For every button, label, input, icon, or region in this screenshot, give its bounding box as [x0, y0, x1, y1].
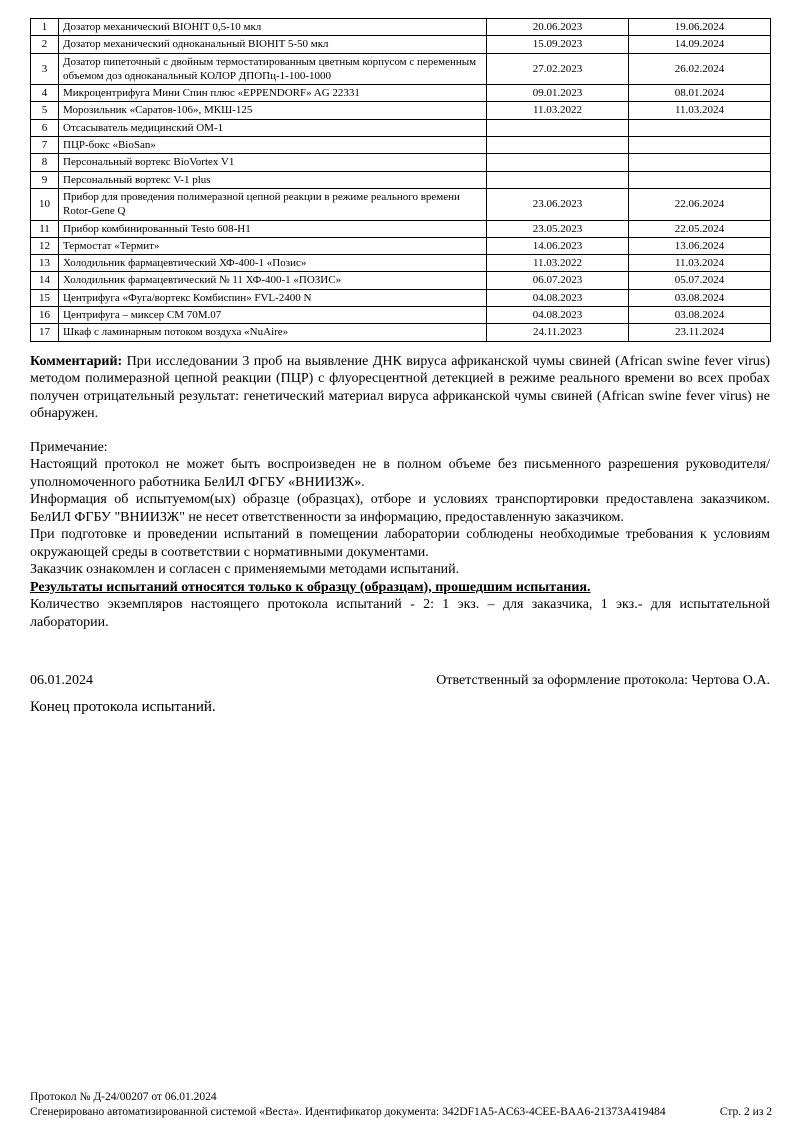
- table-row: [31, 53, 771, 85]
- verification-date-cell: 09.01.2023: [487, 85, 629, 102]
- table-row: [31, 119, 771, 136]
- note-environment: При подготовке и проведении испытаний в помещении лаборатории соблюдены необходимые требования к условиям окружающей среды в соответствии с нормативными документами.: [30, 527, 770, 560]
- table-row: [31, 289, 771, 306]
- row-number-cell: 8: [31, 154, 59, 171]
- valid-until-date-cell: 11.03.2024: [629, 255, 771, 272]
- table-row: [31, 154, 771, 171]
- verification-date-cell: 23.05.2023: [487, 220, 629, 237]
- row-number-cell: 5: [31, 102, 59, 119]
- row-number-cell: 4: [31, 85, 59, 102]
- valid-until-date-cell: 03.08.2024: [629, 289, 771, 306]
- table-row: [31, 19, 771, 36]
- verification-date-cell: 04.08.2023: [487, 289, 629, 306]
- table-row: [31, 237, 771, 254]
- verification-date-cell: 27.02.2023: [487, 53, 629, 85]
- document-content: [30, 18, 770, 716]
- verification-date-cell: [487, 119, 629, 136]
- table-row: [31, 307, 771, 324]
- verification-date-cell: [487, 154, 629, 171]
- valid-until-date-cell: 26.02.2024: [629, 53, 771, 85]
- notes-heading: Примечание:: [30, 439, 108, 455]
- row-number-cell: 15: [31, 289, 59, 306]
- row-number-cell: 7: [31, 137, 59, 154]
- row-number-cell: 11: [31, 220, 59, 237]
- footer-second-row: [30, 1105, 772, 1120]
- row-number-cell: 3: [31, 53, 59, 85]
- verification-date-cell: 06.07.2023: [487, 272, 629, 289]
- verification-date-cell: 11.03.2022: [487, 255, 629, 272]
- signoff-responsible: Ответственный за оформление протокола: Чертова О.А.: [436, 673, 770, 689]
- table-row: [31, 272, 771, 289]
- row-number-cell: 13: [31, 255, 59, 272]
- valid-until-date-cell: 08.01.2024: [629, 85, 771, 102]
- verification-date-cell: 15.09.2023: [487, 36, 629, 53]
- footer-page-number: Стр. 2 из 2: [719, 1106, 772, 1119]
- verification-date-cell: 24.11.2023: [487, 324, 629, 341]
- end-of-protocol: Конец протокола испытаний.: [30, 699, 216, 716]
- equipment-name-cell: Шкаф с ламинарным потоком воздуха «NuAire»: [59, 324, 487, 341]
- commentary-text: При исследовании 3 проб на выявление ДНК вируса африканской чумы свиней (African swine fever virus) методом полимеразной цепной реакции (ПЦР) с флуоресцентной детекцией в режиме реального времени во всех пробах получен отрицательный результат: генетический материал вируса африканской чумы свиней (African swine fever virus) не обнаружен.: [30, 353, 771, 422]
- footer-generated-by: Сгенерировано автоматизированной системой «Веста». Идентификатор документа: 342DF1A5-AC63-4CEE-BAA6-21373A419484: [30, 1106, 666, 1119]
- equipment-name-cell: Центрифуга «Фуга/вортекс Комбиспин» FVL-2400 N: [59, 289, 487, 306]
- valid-until-date-cell: [629, 119, 771, 136]
- commentary-paragraph: [30, 353, 770, 423]
- valid-until-date-cell: 22.06.2024: [629, 188, 771, 220]
- note-sample-info: Информация об испытуемом(ых) образце (образцах), отборе и условиях транспортировки предоставлена заказчиком. БелИЛ ФГБУ "ВНИИЗЖ" не несет ответственности за информацию, предоставленную заказчиком.: [30, 492, 770, 525]
- note-copies: Количество экземпляров настоящего протокола испытаний - 2: 1 экз. – для заказчика, 1 экз.- для испытательной лаборатории.: [30, 597, 770, 630]
- note-customer-agreement: Заказчик ознакомлен и согласен с применяемыми методами испытаний.: [30, 562, 460, 578]
- row-number-cell: 2: [31, 36, 59, 53]
- row-number-cell: 9: [31, 171, 59, 188]
- equipment-name-cell: Дозатор механический одноканальный BIOHIT 5-50 мкл: [59, 36, 487, 53]
- table-row: [31, 102, 771, 119]
- equipment-name-cell: Холодильник фармацевтический № 11 ХФ-400-1 «ПОЗИС»: [59, 272, 487, 289]
- table-row: [31, 36, 771, 53]
- footer-protocol-number: Протокол № Д-24/00207 от 06.01.2024: [30, 1091, 217, 1104]
- equipment-name-cell: Отсасыватель медицинский ОМ-1: [59, 119, 487, 136]
- valid-until-date-cell: [629, 154, 771, 171]
- verification-date-cell: 04.08.2023: [487, 307, 629, 324]
- commentary-label: Комментарий:: [30, 353, 123, 369]
- equipment-name-cell: Дозатор пипеточный с двойным термостатированным цветным корпусом с переменным объемом доз одноканальный КОЛОР ДПОПц-1-100-1000: [59, 53, 487, 85]
- equipment-name-cell: Термостат «Термит»: [59, 237, 487, 254]
- row-number-cell: 14: [31, 272, 59, 289]
- note-reproduction: Настоящий протокол не может быть воспроизведен не в полном объеме без письменного разрешения руководителя/уполномоченного работника БелИЛ ФГБУ «ВНИИЗЖ».: [30, 457, 770, 490]
- equipment-name-cell: Холодильник фармацевтический ХФ-400-1 «Позис»: [59, 255, 487, 272]
- table-row: [31, 220, 771, 237]
- verification-date-cell: 20.06.2023: [487, 19, 629, 36]
- verification-date-cell: [487, 171, 629, 188]
- equipment-name-cell: Дозатор механический BIOHIT 0,5-10 мкл: [59, 19, 487, 36]
- equipment-name-cell: Прибор для проведения полимеразной цепной реакции в режиме реального времени Rotor-Gene Q: [59, 188, 487, 220]
- valid-until-date-cell: 14.09.2024: [629, 36, 771, 53]
- valid-until-date-cell: 03.08.2024: [629, 307, 771, 324]
- table-row: [31, 137, 771, 154]
- table-row: [31, 255, 771, 272]
- row-number-cell: 1: [31, 19, 59, 36]
- valid-until-date-cell: 13.06.2024: [629, 237, 771, 254]
- note-results-scope: Результаты испытаний относятся только к образцу (образцам), прошедшим испытания.: [30, 579, 591, 595]
- valid-until-date-cell: 22.05.2024: [629, 220, 771, 237]
- table-row: [31, 188, 771, 220]
- equipment-name-cell: ПЦР-бокс «BioSan»: [59, 137, 487, 154]
- equipment-table-body: [31, 19, 771, 342]
- equipment-name-cell: Микроцентрифуга Мини Спин плюс «EPPENDORF» AG 22331: [59, 85, 487, 102]
- valid-until-date-cell: 11.03.2024: [629, 102, 771, 119]
- signoff-row: [30, 673, 770, 689]
- valid-until-date-cell: 19.06.2024: [629, 19, 771, 36]
- equipment-name-cell: Центрифуга – миксер СМ 70М.07: [59, 307, 487, 324]
- valid-until-date-cell: [629, 171, 771, 188]
- row-number-cell: 6: [31, 119, 59, 136]
- row-number-cell: 10: [31, 188, 59, 220]
- table-row: [31, 324, 771, 341]
- verification-date-cell: 14.06.2023: [487, 237, 629, 254]
- equipment-name-cell: Морозильник «Саратов-106», МКШ-125: [59, 102, 487, 119]
- valid-until-date-cell: [629, 137, 771, 154]
- valid-until-date-cell: 23.11.2024: [629, 324, 771, 341]
- row-number-cell: 12: [31, 237, 59, 254]
- row-number-cell: 16: [31, 307, 59, 324]
- verification-date-cell: 11.03.2022: [487, 102, 629, 119]
- page-footer: [30, 1090, 772, 1120]
- equipment-name-cell: Персональный вортекс V-1 plus: [59, 171, 487, 188]
- verification-date-cell: [487, 137, 629, 154]
- valid-until-date-cell: 05.07.2024: [629, 272, 771, 289]
- row-number-cell: 17: [31, 324, 59, 341]
- table-row: [31, 171, 771, 188]
- equipment-name-cell: Прибор комбинированный Testo 608-H1: [59, 220, 487, 237]
- equipment-name-cell: Персональный вортекс BioVortex V1: [59, 154, 487, 171]
- table-row: [31, 85, 771, 102]
- verification-date-cell: 23.06.2023: [487, 188, 629, 220]
- equipment-table: [30, 18, 771, 342]
- signoff-date: 06.01.2024: [30, 673, 93, 689]
